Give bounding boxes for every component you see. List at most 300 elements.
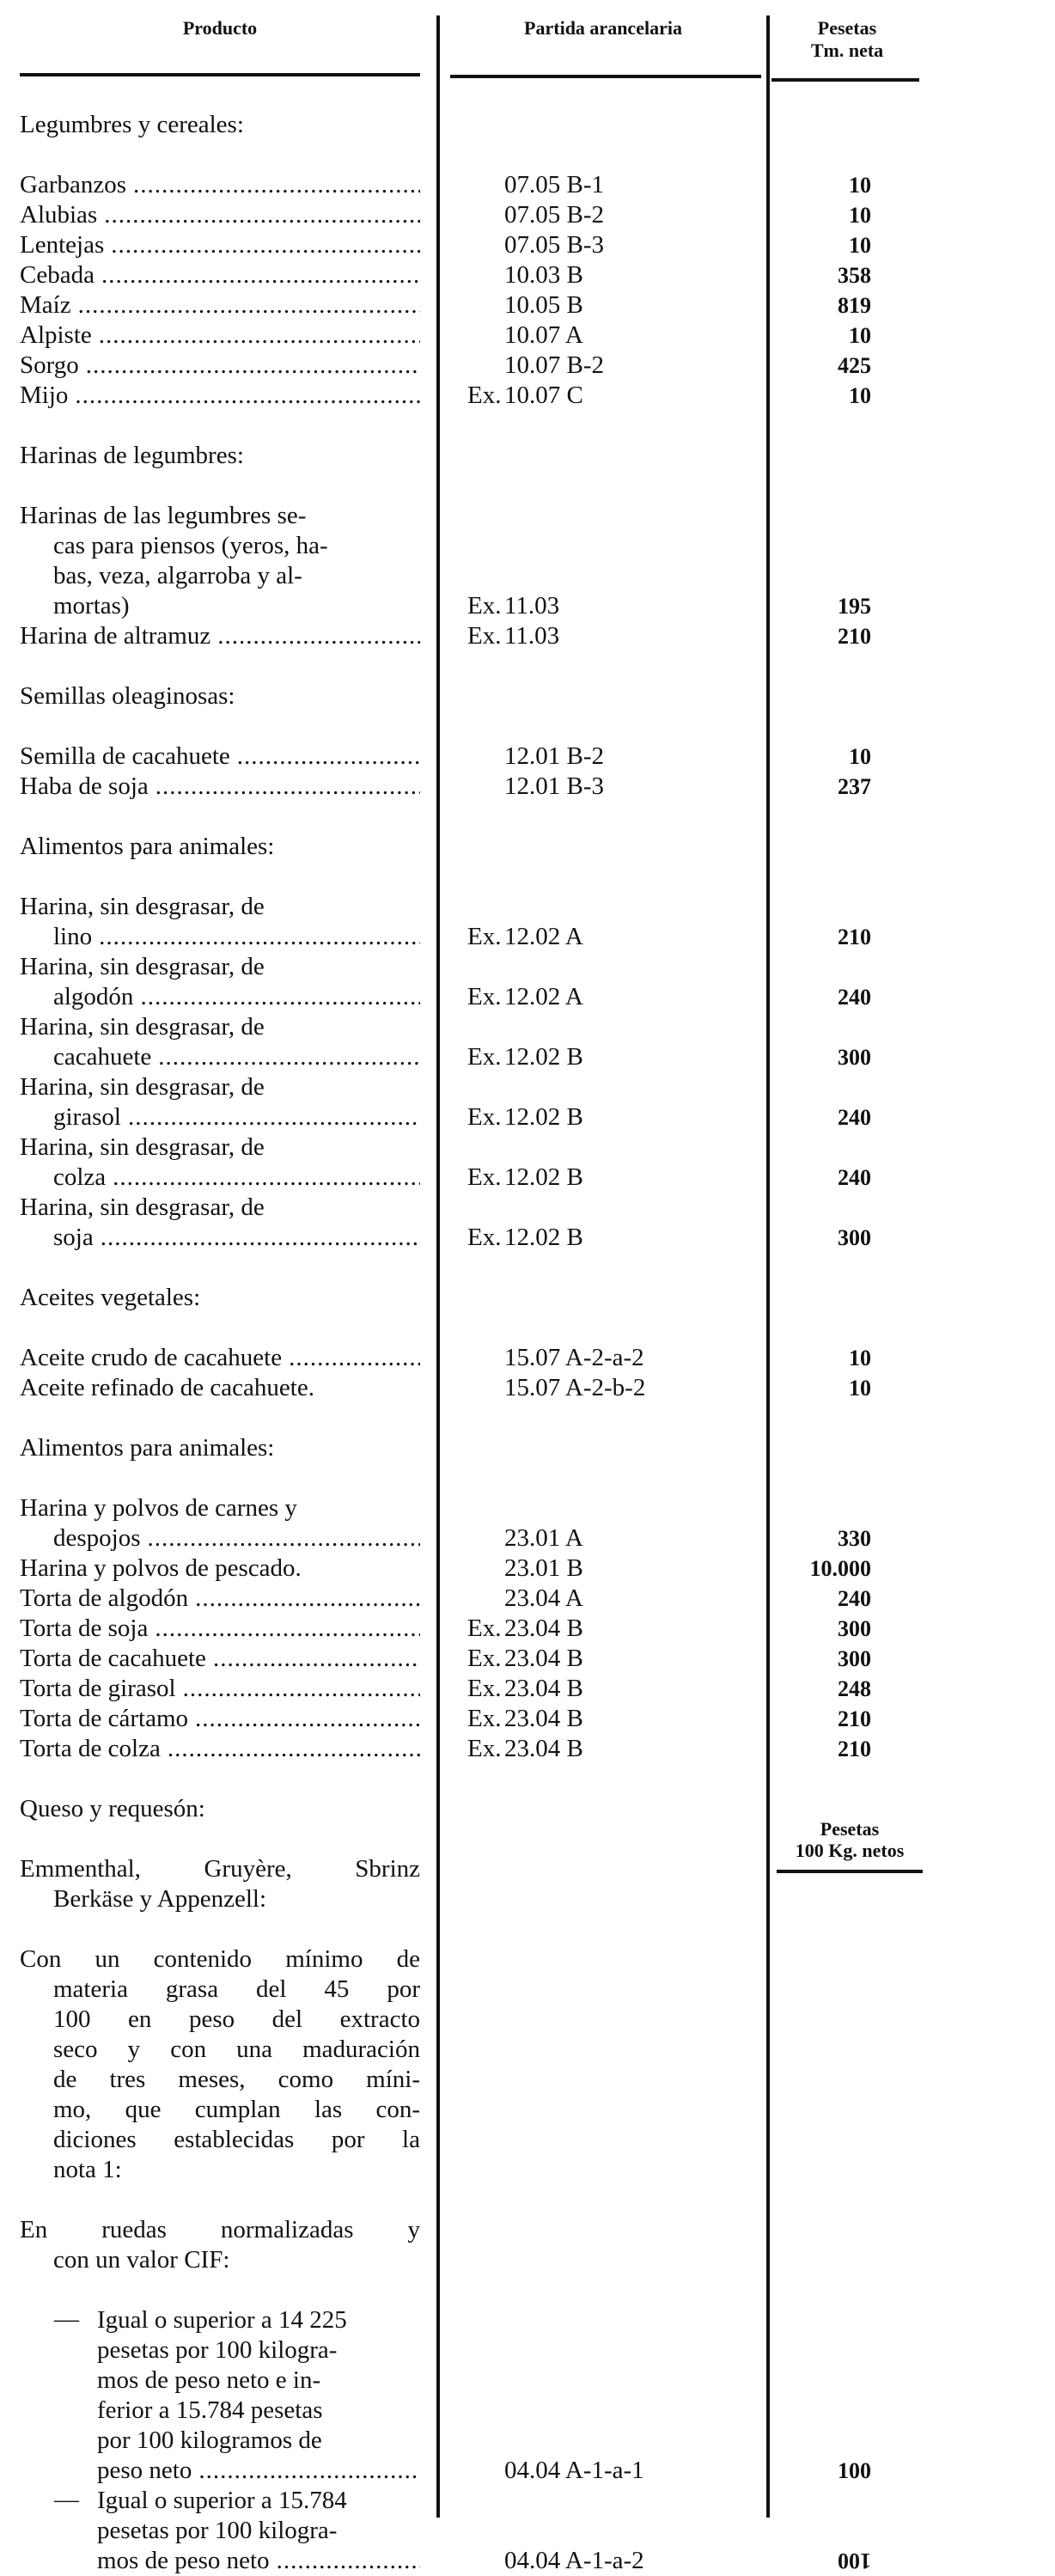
- tariff-code: 11.03: [504, 622, 560, 650]
- product-cell: [20, 200, 420, 230]
- table-row: [20, 1614, 879, 1644]
- header-rule-pesetas: [771, 78, 919, 82]
- pesetas-value: 210: [838, 1706, 871, 1731]
- ex-prefix: Ex.: [467, 1103, 502, 1131]
- product-line: [20, 2426, 420, 2456]
- pesetas-value-cell: [768, 1223, 871, 1253]
- spacer: [420, 200, 467, 230]
- tariff-code: 23.04 B: [504, 1735, 583, 1762]
- tariff-code-cell: [467, 230, 768, 260]
- product-name: Harina y polvos de pescado.: [20, 1554, 302, 1582]
- tariff-code-cell: [467, 982, 768, 1012]
- product-line: [20, 561, 420, 591]
- product-cell: [20, 1132, 420, 1193]
- ex-prefix: [467, 1373, 504, 1403]
- table-row: [20, 1072, 879, 1132]
- product-cell: [20, 952, 420, 1012]
- product-name: Garbanzos: [20, 171, 127, 198]
- product-name: soja: [53, 1224, 94, 1251]
- pesetas-value: 10: [849, 744, 871, 769]
- tariff-code: 12.02 A: [504, 923, 583, 950]
- product-cell: [20, 1734, 420, 1764]
- pesetas-value: 248: [838, 1676, 871, 1701]
- pesetas-value: 300: [838, 1225, 871, 1250]
- pesetas-value-cell: [768, 1674, 871, 1704]
- product-name: por 100 kilogramos de: [97, 2426, 322, 2454]
- product-cell: [20, 260, 420, 290]
- product-name: Torta de soja: [20, 1615, 149, 1642]
- product-line: [20, 1644, 420, 1674]
- unit-header: [768, 1818, 931, 1873]
- table-row: [20, 1373, 879, 1403]
- tariff-code: 23.04 B: [504, 1705, 583, 1732]
- product-cell: [20, 501, 420, 621]
- dot-leader: [168, 1734, 420, 1764]
- product-name: cas para piensos (yeros, ha-: [53, 532, 328, 559]
- header-pesetas: [770, 17, 924, 62]
- dot-leader: [213, 1644, 420, 1674]
- header-partida: Partida arancelaria: [524, 17, 682, 39]
- table-row: [20, 621, 879, 651]
- product-line: [20, 2365, 420, 2396]
- product-line: [20, 1523, 420, 1554]
- tariff-code: 23.04 A: [504, 1584, 583, 1612]
- pesetas-value: 10: [849, 233, 871, 258]
- table-row: [20, 170, 879, 200]
- pesetas-value-cell: [768, 1644, 871, 1674]
- tariff-code: 04.04 A-1-a-2: [504, 2547, 644, 2574]
- tariff-code: 12.02 B: [504, 1224, 583, 1251]
- unit-rule: [777, 1870, 923, 1873]
- pesetas-value-cell: [768, 1102, 871, 1132]
- product-name: mos de peso neto e in-: [97, 2366, 321, 2394]
- table-row: [20, 1644, 879, 1674]
- tariff-code-cell: [467, 290, 768, 320]
- product-line: [20, 1012, 420, 1042]
- table-row: [20, 290, 879, 320]
- paragraph-line: Con un contenido mínimo de: [20, 1945, 420, 1973]
- product-name: Harinas de las legumbres se-: [20, 502, 307, 529]
- pesetas-value: 300: [838, 1646, 871, 1671]
- product-line: [20, 260, 420, 290]
- tariff-code-cell: [467, 1644, 768, 1674]
- product-line: [20, 2456, 420, 2486]
- spacer: [420, 290, 467, 320]
- product-name: Torta de algodón: [20, 1584, 189, 1612]
- pesetas-value-cell: [768, 1042, 871, 1072]
- product-line: [20, 320, 420, 351]
- spacer: [420, 1614, 467, 1644]
- tariff-code-cell: [467, 1373, 768, 1403]
- product-line: [20, 1072, 420, 1102]
- paragraph: [20, 1854, 420, 1914]
- product-line: [20, 1584, 420, 1614]
- pesetas-value: 100: [838, 2549, 871, 2573]
- pesetas-value: 195: [838, 594, 871, 619]
- product-name: Alubias: [20, 201, 98, 229]
- spacer: [420, 1343, 467, 1373]
- dot-leader: [78, 290, 420, 320]
- ex-prefix: Ex.: [467, 1675, 502, 1702]
- product-line: [20, 1704, 420, 1734]
- ex-prefix: [467, 170, 504, 200]
- table-row: [20, 1554, 879, 1584]
- product-line: [20, 591, 420, 621]
- product-line: [20, 170, 420, 200]
- product-line: [20, 1493, 420, 1523]
- spacer: [420, 892, 467, 952]
- pesetas-value-cell: [768, 1343, 871, 1373]
- product-line: [20, 290, 420, 320]
- pesetas-value: 210: [838, 1737, 871, 1761]
- dot-leader: [128, 1102, 420, 1132]
- product-line: [20, 982, 420, 1012]
- product-name: Torta de girasol: [20, 1675, 176, 1702]
- product-name: lino: [53, 923, 93, 950]
- spacer: [420, 170, 467, 200]
- product-line: [20, 1102, 420, 1132]
- paragraph-line: de tres meses, como míni-: [53, 2066, 420, 2093]
- tariff-code-cell: [467, 1163, 768, 1193]
- dot-leader: [217, 621, 420, 651]
- paragraph-line: En ruedas normalizadas y: [20, 2216, 420, 2243]
- tariff-table-body: [20, 110, 905, 2576]
- pesetas-value-cell: [768, 351, 871, 381]
- tariff-code: 10.07 B-2: [504, 351, 604, 379]
- pesetas-value: 358: [838, 263, 871, 288]
- section-heading-text: Queso y requesón:: [20, 1795, 205, 1822]
- pesetas-value: 240: [838, 985, 871, 1010]
- pesetas-value-cell: [768, 320, 871, 351]
- spacer: [420, 952, 467, 1012]
- product-name: cacahuete: [53, 1043, 152, 1071]
- product-name: Igual o superior a 15.784: [97, 2487, 347, 2514]
- dot-leader: [158, 1042, 420, 1072]
- ex-prefix: [467, 320, 504, 351]
- tariff-code-cell: [467, 200, 768, 230]
- product-line: [20, 1163, 420, 1193]
- pesetas-value-cell: [768, 2546, 871, 2576]
- dot-leader: [101, 260, 420, 290]
- product-line: [20, 230, 420, 260]
- tariff-code-cell: [467, 1584, 768, 1614]
- paragraph: [20, 2215, 420, 2275]
- dot-leader: [148, 1523, 421, 1554]
- product-name: Torta de cártamo: [20, 1705, 189, 1732]
- tariff-code-cell: [467, 2456, 768, 2486]
- tariff-code: 07.05 B-3: [504, 231, 604, 259]
- section-heading: Harinas de legumbres:: [20, 442, 244, 469]
- table-row: [20, 772, 879, 802]
- product-cell: [20, 381, 420, 411]
- product-cell: [20, 1193, 420, 1253]
- spacer: [420, 230, 467, 260]
- product-name: mortas): [53, 592, 130, 620]
- product-line: [20, 1734, 420, 1764]
- tariff-code: 10.05 B: [504, 291, 583, 319]
- ex-prefix: Ex.: [467, 1163, 502, 1191]
- ex-prefix: [467, 2546, 504, 2576]
- tariff-code: 10.03 B: [504, 261, 583, 289]
- ex-prefix: [467, 260, 504, 290]
- product-line: [20, 1614, 420, 1644]
- product-cell: [20, 170, 420, 200]
- section-heading: [20, 1794, 905, 1861]
- spacer: [420, 772, 467, 802]
- tariff-code-cell: [467, 1704, 768, 1734]
- spacer: [420, 2486, 467, 2576]
- tariff-code: 12.02 A: [504, 983, 583, 1010]
- pesetas-value: 425: [838, 353, 871, 378]
- table-row: [20, 1704, 879, 1734]
- product-name: peso neto: [97, 2457, 192, 2484]
- table-row: [20, 892, 879, 952]
- paragraph-line: diciones establecidas por la: [53, 2126, 420, 2153]
- tariff-code-cell: [467, 1614, 768, 1644]
- product-line: [20, 2516, 420, 2546]
- product-name: ferior a 15.784 pesetas: [97, 2396, 323, 2424]
- product-line: [20, 2396, 420, 2426]
- spacer: [420, 260, 467, 290]
- tariff-code-cell: [467, 2546, 768, 2576]
- pesetas-value-cell: [768, 1523, 871, 1554]
- pesetas-value: 330: [838, 1526, 871, 1551]
- product-name: algodón: [53, 983, 134, 1010]
- dot-leader: [101, 1223, 420, 1253]
- product-name: colza: [53, 1163, 107, 1191]
- product-name: Harina, sin desgrasar, de: [20, 1073, 265, 1101]
- tariff-code-cell: [467, 1554, 768, 1584]
- pesetas-value: 300: [838, 1616, 871, 1641]
- table-row: [20, 351, 879, 381]
- pesetas-value: 10: [849, 323, 871, 348]
- paragraph-line: nota 1:: [53, 2156, 122, 2183]
- dot-leader: [237, 742, 420, 772]
- pesetas-value: 240: [838, 1165, 871, 1190]
- pesetas-value: 10.000: [809, 1556, 871, 1581]
- dot-leader: [195, 1584, 420, 1614]
- product-line: [20, 381, 420, 411]
- product-cell: [20, 320, 420, 351]
- dot-leader: [277, 2546, 420, 2576]
- pesetas-value: 10: [849, 1376, 871, 1401]
- ex-prefix: Ex.: [467, 592, 502, 620]
- spacer: [420, 1072, 467, 1132]
- tariff-code: 23.01 A: [504, 1524, 583, 1552]
- dot-leader: [113, 1163, 420, 1193]
- product-name: Haba de soja: [20, 772, 149, 800]
- product-name: Harina, sin desgrasar, de: [20, 953, 265, 980]
- ex-prefix: [467, 1584, 504, 1614]
- dot-leader: [198, 2456, 420, 2486]
- pesetas-value-cell: [768, 170, 871, 200]
- product-name: Semilla de cacahuete: [20, 742, 230, 770]
- spacer: [420, 1644, 467, 1674]
- product-line: [20, 1373, 420, 1403]
- pesetas-value-cell: [768, 290, 871, 320]
- spacer: [420, 1704, 467, 1734]
- product-cell: [20, 1373, 420, 1403]
- table-row: [20, 1734, 879, 1764]
- ex-prefix: Ex.: [467, 622, 502, 650]
- paragraph-line: 100 en peso del extracto: [53, 2005, 420, 2033]
- table-row: [20, 1132, 879, 1193]
- product-cell: [20, 621, 420, 651]
- dot-leader: [111, 230, 420, 260]
- dot-leader: [140, 982, 420, 1012]
- pesetas-value-cell: [768, 1554, 871, 1584]
- tariff-code-cell: [467, 1734, 768, 1764]
- spacer: [420, 1554, 467, 1584]
- spacer: [420, 320, 467, 351]
- dot-leader: [183, 1674, 420, 1704]
- tariff-code: 15.07 A-2-b-2: [504, 1374, 646, 1401]
- unit-line1: Pesetas: [820, 1818, 880, 1840]
- tariff-code: 12.01 B-2: [504, 742, 604, 770]
- table-row: [20, 381, 879, 411]
- product-line: [20, 2305, 420, 2335]
- pesetas-value: 819: [838, 293, 871, 318]
- ex-prefix: [467, 1523, 504, 1554]
- dot-leader: [99, 320, 420, 351]
- tariff-code-cell: [467, 1523, 768, 1554]
- paragraph-line: mo, que cumplan las con-: [53, 2096, 420, 2123]
- unit-line2: 100 Kg. netos: [795, 1840, 905, 1861]
- pesetas-value-cell: [768, 230, 871, 260]
- product-line: [20, 501, 420, 531]
- product-line: [20, 1674, 420, 1704]
- tariff-code-cell: [467, 260, 768, 290]
- product-name: Torta de cacahuete: [20, 1645, 206, 1672]
- spacer: [420, 381, 467, 411]
- product-line: [20, 2335, 420, 2365]
- tariff-code: 07.05 B-1: [504, 171, 604, 198]
- ex-prefix: Ex.: [467, 1645, 502, 1672]
- tariff-code-cell: [467, 621, 768, 651]
- ex-prefix: Ex.: [467, 382, 502, 409]
- section-heading: Alimentos para animales:: [20, 1434, 275, 1462]
- ex-prefix: [467, 351, 504, 381]
- pesetas-value-cell: [768, 1704, 871, 1734]
- product-cell: [20, 1554, 420, 1584]
- pesetas-value-cell: [768, 200, 871, 230]
- product-name: mos de peso neto: [97, 2547, 270, 2574]
- pesetas-value: 100: [838, 2458, 871, 2483]
- product-cell: [20, 351, 420, 381]
- product-line: [20, 952, 420, 982]
- tariff-code-cell: [467, 742, 768, 772]
- product-cell: [20, 892, 420, 952]
- table-row: [20, 2486, 879, 2576]
- product-name: pesetas por 100 kilogra-: [97, 2517, 338, 2544]
- tariff-code-cell: [467, 1343, 768, 1373]
- pesetas-value: 10: [849, 203, 871, 228]
- tariff-code-cell: [467, 922, 768, 952]
- tariff-code: 23.01 B: [504, 1554, 583, 1582]
- tariff-code-cell: [467, 381, 768, 411]
- product-line: [20, 1554, 420, 1584]
- ex-prefix: Ex.: [467, 923, 502, 950]
- header-producto: Producto: [182, 17, 258, 39]
- product-cell: [20, 772, 420, 802]
- pesetas-value: 240: [838, 1586, 871, 1611]
- ex-prefix: Ex.: [467, 983, 502, 1010]
- spacer: [420, 1012, 467, 1072]
- product-line: [20, 531, 420, 561]
- product-name: Mijo: [20, 382, 69, 409]
- product-name: Lentejas: [20, 231, 105, 259]
- product-line: [20, 1132, 420, 1163]
- table-row: [20, 260, 879, 290]
- tariff-code: 23.04 B: [504, 1615, 583, 1642]
- product-cell: [20, 2305, 420, 2486]
- pesetas-value-cell: [768, 2456, 871, 2486]
- pesetas-value: 10: [849, 383, 871, 408]
- product-line: [20, 621, 420, 651]
- tariff-code: 23.04 B: [504, 1675, 583, 1702]
- tariff-code: 07.05 B-2: [504, 201, 604, 229]
- header-pesetas-line1: Pesetas: [817, 17, 877, 39]
- pesetas-value: 240: [838, 1105, 871, 1130]
- product-line: [20, 892, 420, 922]
- product-line: [20, 200, 420, 230]
- table-row: [20, 1193, 879, 1253]
- table-row: [20, 952, 879, 1012]
- product-line: [20, 922, 420, 952]
- dot-leader: [99, 922, 420, 952]
- tariff-code-cell: [467, 170, 768, 200]
- pesetas-value-cell: [768, 1614, 871, 1644]
- table-row: [20, 742, 879, 772]
- dot-leader: [195, 1704, 420, 1734]
- tariff-code-cell: [467, 1223, 768, 1253]
- product-name: Aceite crudo de cacahuete: [20, 1344, 283, 1371]
- table-row: [20, 230, 879, 260]
- ex-prefix: [467, 1343, 504, 1373]
- product-name: Torta de colza: [20, 1735, 161, 1762]
- product-cell: [20, 1644, 420, 1674]
- table-row: [20, 200, 879, 230]
- tariff-code-cell: [467, 1102, 768, 1132]
- product-cell: [20, 742, 420, 772]
- product-line: [20, 772, 420, 802]
- tariff-code-cell: [467, 772, 768, 802]
- section-heading: Semillas oleaginosas:: [20, 682, 235, 710]
- header-pesetas-line2: Tm. neta: [810, 40, 884, 61]
- product-name: despojos: [53, 1524, 141, 1552]
- table-row: [20, 1674, 879, 1704]
- pesetas-value: 210: [838, 624, 871, 649]
- pesetas-value-cell: [768, 772, 871, 802]
- product-name: girasol: [53, 1103, 121, 1131]
- dash-marker: —: [54, 2486, 79, 2513]
- pesetas-value-cell: [768, 1163, 871, 1193]
- paragraph-line: seco y con una maduración: [53, 2036, 420, 2063]
- pesetas-value: 10: [849, 173, 871, 198]
- product-name: Cebada: [20, 261, 95, 289]
- product-name: Aceite refinado de cacahuete.: [20, 1374, 314, 1401]
- table-row: [20, 2305, 879, 2486]
- product-name: Harina, sin desgrasar, de: [20, 1133, 265, 1161]
- pesetas-value-cell: [768, 621, 871, 651]
- product-cell: [20, 290, 420, 320]
- ex-prefix: [467, 1554, 504, 1584]
- ex-prefix: Ex.: [467, 1705, 502, 1732]
- product-line: [20, 1223, 420, 1253]
- ex-prefix: [467, 230, 504, 260]
- pesetas-value: 210: [838, 925, 871, 949]
- spacer: [420, 2305, 467, 2486]
